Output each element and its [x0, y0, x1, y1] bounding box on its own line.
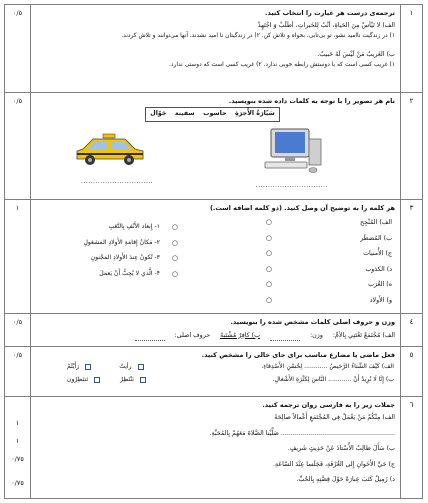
score-value: ٠/٧٥ — [11, 479, 24, 487]
sentence-a-row — [261, 362, 394, 373]
options-b — [67, 375, 146, 386]
score-cell — [5, 314, 31, 346]
translation-line: الف) مِنْكُمْ مَنْ يَعْمَلُ فِي المُجْتَمَعِ أَعْمالاً صالِحَةً — [274, 414, 395, 421]
word-box — [145, 107, 280, 122]
question-2 — [5, 93, 422, 200]
huruf-label: حروف اصلی: — [174, 331, 211, 339]
word-item: ج) الأُمنيات — [363, 250, 392, 257]
question-title: نام هر تصویر را با توجه به کلمات داده شده بنویسید. — [228, 97, 395, 105]
question-6 — [5, 397, 422, 498]
question-title: فعل ماضی یا مضارع مناسب برای جای خالی را مشخص کنید. — [201, 351, 395, 359]
score-value: ٠/٧٥ — [11, 455, 24, 463]
word-item: ه) الغُرَب — [368, 281, 392, 288]
wazn-label: وزن: — [310, 331, 323, 339]
checkbox-icon[interactable] — [94, 377, 100, 383]
translation-line: ب) سَأَلَ طالِبٌ الأُسْتاذَ عَنْ حَدِيثٍ شَريفٍ. — [287, 445, 395, 452]
option-2: رَأَيْتُمْ — [67, 363, 80, 370]
checkbox-icon[interactable] — [85, 364, 91, 370]
definition-item: ۳- تُكونُ عِندَ الأَولادِ المَجْنونِ — [90, 254, 160, 261]
definition-item: ۴- الَّذي لا يُحِبُّ أَنْ يَعمَلَ — [99, 269, 160, 277]
score-value: ٠/٥ — [12, 97, 23, 105]
answer-blank-computer[interactable]: .............................. — [255, 182, 328, 189]
option-1: رأيتُ — [119, 363, 132, 370]
option-2: تَنتَظِرُون — [67, 376, 89, 383]
score-cell — [5, 397, 31, 498]
taxi-image — [73, 131, 147, 169]
word-item: ب) المُضطَر — [360, 234, 392, 242]
circle-icon[interactable]: ○ — [265, 264, 272, 273]
word-column — [282, 215, 392, 308]
question-number: ٥ — [400, 347, 422, 396]
circle-icon[interactable]: ○ — [265, 218, 272, 226]
definition-item: ۲- مَكانُ إِقامَةِ الأَولادِ المَشغولِ — [83, 238, 160, 246]
word-1: سَيّارَةُ الأُجرَةِ — [235, 110, 275, 118]
question-3 — [5, 200, 422, 314]
word-item: د) الكذوب — [365, 265, 392, 273]
circle-icon[interactable]: ○ — [265, 280, 272, 288]
word-4: جَوّال — [150, 110, 167, 118]
checkbox-icon[interactable] — [140, 377, 146, 383]
options-a — [67, 362, 144, 373]
sentence-b-row — [273, 375, 394, 386]
option-1: نَنْتَظِرُ — [120, 376, 134, 383]
circle-icon[interactable]: ○ — [171, 223, 178, 231]
checkbox-icon[interactable] — [138, 364, 144, 370]
translation-line: د) زَمِيلٌ كَتَبَ عِبارَةً حَوْلَ قِصَّتِهِ بِالحُبِّ. — [296, 476, 395, 483]
circle-icon[interactable]: ○ — [171, 269, 178, 278]
sentence-a: الف) كَيْفَ الشَّتاءُ الرَّخيصُ ............ لِحُسْنِ الأَصْدِقاءِ. — [261, 363, 394, 370]
computer-image — [261, 127, 325, 175]
question-body — [31, 5, 400, 92]
answer-line — [36, 331, 395, 342]
question-body — [31, 347, 400, 396]
circle-icon[interactable]: ○ — [265, 295, 272, 304]
question-body — [31, 93, 400, 199]
word-item: الف) المُنْجِح — [360, 219, 392, 226]
question-body — [31, 314, 400, 346]
score-cell — [5, 347, 31, 396]
word-2: حاسوب — [203, 110, 227, 118]
wazn-blank[interactable] — [270, 331, 300, 342]
question-number: ١ — [400, 5, 422, 92]
question-title: هر کلمه را به توضیح آن وصل کنید. (دو کلمه اضافه است.) — [209, 204, 395, 212]
circle-icon[interactable]: ○ — [265, 249, 272, 257]
question-number: ٢ — [400, 93, 422, 199]
score-value: ١ — [15, 204, 20, 212]
score-cell — [5, 5, 31, 92]
word-3: سفينة — [174, 110, 195, 118]
question-title: وزن و حروف اصلی کلمات مشخص شده را بنویسید. — [230, 318, 395, 326]
circle-column-left — [172, 220, 178, 282]
sentence-b: ب) كافِرٌ مُشْتَبِهٌ — [220, 331, 261, 339]
definition-item: ۱- إِبعاد الأَنْفِ بِالتَّعَبِ — [108, 223, 160, 230]
question-number: ٤ — [400, 314, 422, 346]
score-value: ١ — [15, 437, 20, 445]
huruf-blank[interactable] — [135, 331, 165, 342]
translation-line: ......................................................... صَلَّيْنا الصَّلاةَ مَعَهُمْ بِالمُحَبَّةِ. — [209, 429, 395, 437]
circle-icon[interactable]: ○ — [171, 238, 178, 247]
exam-sheet — [4, 4, 423, 499]
arabic-sentence-a: الف) لا تَيْأَسْ مِنَ الحَياةِ، أُنْبُ لِلخَيراتِ، أُطْلُبْ وَ اجْتَهِدْ — [257, 21, 395, 29]
question-5 — [5, 347, 422, 397]
question-4 — [5, 314, 422, 347]
question-number: ٣ — [400, 200, 422, 313]
question-title: ترجمه‌ی درست هر عبارت را انتخاب کنید. — [265, 9, 395, 17]
question-number: ٦ — [400, 397, 422, 498]
question-1 — [5, 5, 422, 93]
circle-icon[interactable]: ○ — [171, 254, 178, 262]
score-cell — [5, 93, 31, 199]
circle-icon[interactable]: ○ — [265, 233, 272, 242]
question-title: جملات زیر را به فارسی روان ترجمه کنید. — [262, 401, 395, 409]
word-item: و) الأَولاد — [369, 296, 392, 304]
score-value: ٠/٥ — [12, 9, 23, 17]
arabic-sentence-b: ب) الغَريبُ مَنْ لَيْسَ لَهُ حَبيبٌ. — [317, 50, 395, 58]
options-a[interactable]: ۱) در زندگیت ناامید نشو، تو بی‌تابی، بخواه و تلاش کن. ۲) در زندگیتان نا امید نشدند، آنها می‌توانند و تلاش کردند. — [121, 33, 395, 39]
options-b[interactable]: ۱) غریب کسی است که با دوستش رابطه خوبی ندارد. ۲) غریب کسی است که دوستی ندارد. — [169, 62, 395, 68]
question-body — [31, 200, 400, 313]
score-cell — [5, 200, 31, 313]
circle-column-right — [266, 215, 272, 308]
score-value: ٠/٥ — [12, 318, 23, 326]
sentence-b: ب) إِنَّا لَا نُرِيدُ أَنْ ............ النَّاسَ لِكَثْرَةِ الأَشْغالِ. — [272, 376, 394, 383]
question-body — [31, 397, 400, 498]
translation-line: ج) حَيِّ الأَخَوانِ إِلى الغُرْفَةِ، فَجَلَسا عِنْدَ السّاعَةِ. — [272, 460, 395, 468]
answer-blank-taxi[interactable]: .............................. — [81, 178, 154, 185]
score-value: ٠/٥ — [12, 351, 23, 359]
score-value: ١ — [15, 419, 20, 427]
sentence-a: الف) مُجْتَمَعٌ تَعْتَنِي بِالأُمِّ: — [332, 331, 395, 339]
definition-column — [48, 219, 160, 281]
